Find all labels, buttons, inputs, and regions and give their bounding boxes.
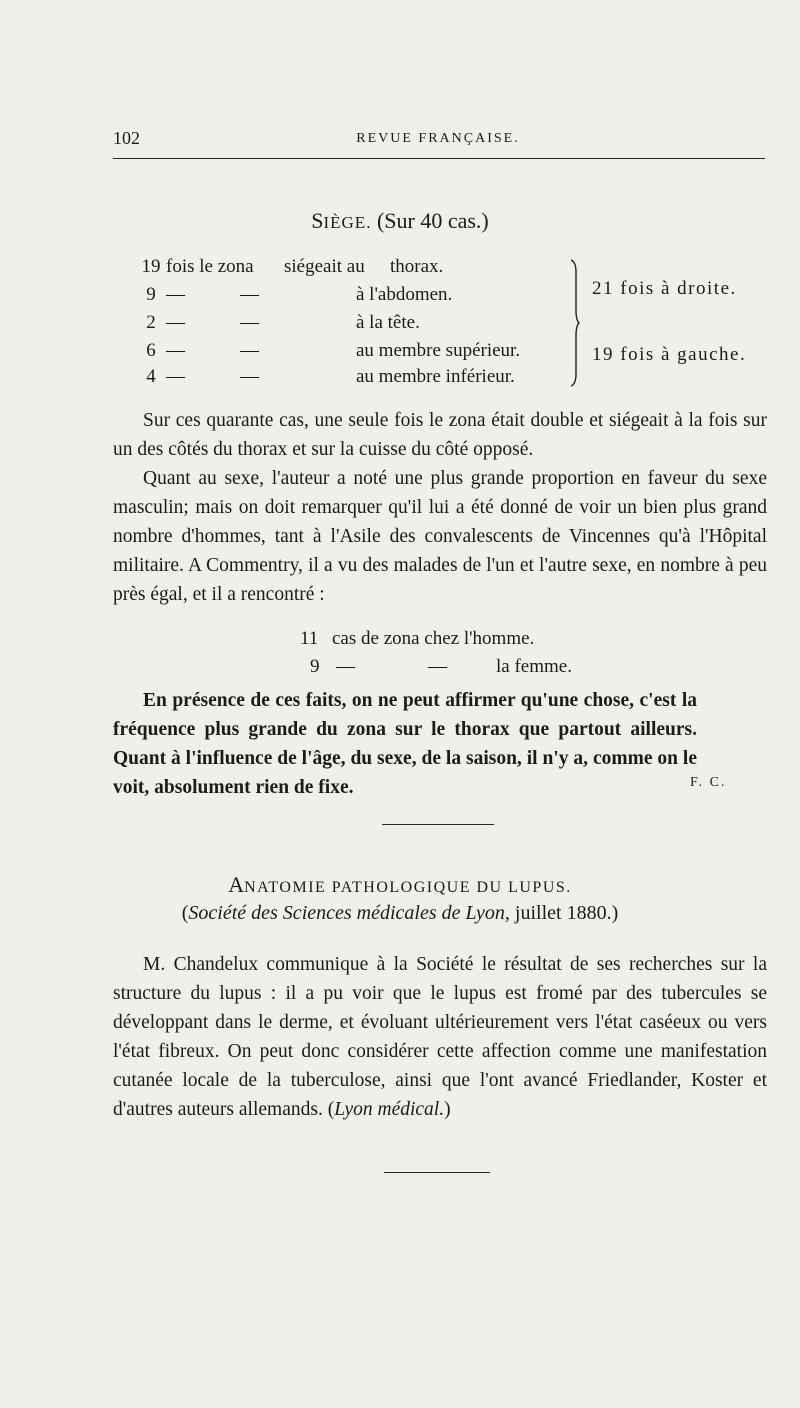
author-initials: F. C. xyxy=(690,775,727,790)
section-title-note: (Sur 40 cas.) xyxy=(376,208,489,233)
page-number: 102 xyxy=(113,128,140,148)
left-side-count: 19 fois à gauche. xyxy=(592,344,747,365)
source-paren: ( xyxy=(327,1099,335,1120)
stat-count: 9 xyxy=(146,284,156,305)
stat-count: 11 xyxy=(300,628,319,649)
header-rule xyxy=(113,158,765,159)
paragraph-text: Sur ces quarante cas, une seule fois le zona était double et siégeait à la fois sur un des côtés du thorax et sur la cuisse du côté opposé. xyxy=(113,410,767,460)
article-body xyxy=(113,950,767,1124)
ditto-mark: — xyxy=(240,340,259,361)
article-source: Lyon médical. xyxy=(334,1099,445,1120)
stat-location: à l'abdomen. xyxy=(356,284,453,305)
paragraph-text: En présence de ces faits, on ne peut affirmer qu'une chose, c'est la fréquence plus grande du zona sur le thorax que partout ailleurs. Quant à l'influence de l'âge, du sexe, de la saison, il n'y a, comme on le voit, absolument rien de fixe. xyxy=(113,690,697,798)
stat-count: 6 xyxy=(146,340,156,361)
article-title xyxy=(0,872,800,898)
subtitle-paren: ( xyxy=(181,902,189,924)
article-subtitle xyxy=(0,902,800,925)
ditto-mark: — xyxy=(166,366,185,387)
subtitle-society: Société des Sciences médicales de Lyon, xyxy=(188,902,510,924)
section-title-siege xyxy=(0,208,800,234)
right-side-count: 21 fois à droite. xyxy=(592,278,737,299)
paragraph-double-zona xyxy=(113,406,767,464)
end-divider xyxy=(384,1172,490,1173)
section-title-rest: IÈGE. xyxy=(323,213,372,232)
ditto-mark: — xyxy=(240,284,259,305)
stat-text: la femme. xyxy=(496,656,572,677)
section-title-initial: S xyxy=(311,208,324,233)
paragraph-sex xyxy=(113,464,767,609)
stat-count: 19 xyxy=(141,256,161,277)
stat-count: 4 xyxy=(146,366,156,387)
subtitle-date: juillet 1880.) xyxy=(509,902,619,924)
paragraph-conclusion xyxy=(113,686,767,802)
ditto-mark: — xyxy=(166,340,185,361)
paragraph-text: Quant au sexe, l'auteur a noté une plus grande proportion en faveur du sexe masculin; mais on doit remarquer qu'il lui a été donné de voir un bien plus grand nombre d'hommes, tant à l'Asile des convalescents de Vincennes qu'à l'Hôpital militaire. A Commentry, il a vu des malades de l'un et l'autre sexe, en nombre à peu près égal, et il a rencontré : xyxy=(113,468,767,605)
ditto-mark: — xyxy=(166,284,185,305)
stat-verb: siégeait au xyxy=(284,256,365,277)
ditto-mark: — xyxy=(240,366,259,387)
running-head xyxy=(113,128,763,152)
section-divider xyxy=(382,824,494,825)
stat-text: cas de zona chez l'homme. xyxy=(332,628,535,649)
article-paragraph xyxy=(113,950,767,1124)
stat-location: au membre inférieur. xyxy=(356,366,515,387)
stat-count: 2 xyxy=(146,312,156,333)
ditto-mark: — xyxy=(166,312,185,333)
journal-title: REVUE FRANÇAISE. xyxy=(356,131,520,146)
article-title-rest: NATOMIE PATHOLOGIQUE DU LUPUS. xyxy=(244,879,572,896)
stat-count: 9 xyxy=(310,656,320,677)
ditto-mark: — xyxy=(240,312,259,333)
stat-location: thorax. xyxy=(390,256,444,277)
brace-glyph xyxy=(570,258,580,388)
siege-stats-table xyxy=(140,256,780,392)
ditto-mark: — xyxy=(336,656,355,677)
source-paren: ) xyxy=(444,1099,451,1120)
article-title-initial: A xyxy=(228,872,245,897)
stat-location: au membre supérieur. xyxy=(356,340,521,361)
ditto-mark: — xyxy=(428,656,447,677)
stat-location: à la tête. xyxy=(356,312,420,333)
article-text: M. Chandelux communique à la Société le résultat de ses recherches sur la structure du lupus : il a pu voir que le lupus est fromé par des tubercules se développant dans le derme, et évoluant ultérieurement vers l'état caséeux ou vers l'état fibreux. On peut donc considérer cette affection comme une manifestation cutanée locale de la tuberculose, ainsi que l'ont avancé Friedlander, Koster et d'autres auteurs allemands. xyxy=(113,954,767,1120)
sex-stat-row xyxy=(300,628,535,652)
stat-text: fois le zona xyxy=(166,256,254,277)
